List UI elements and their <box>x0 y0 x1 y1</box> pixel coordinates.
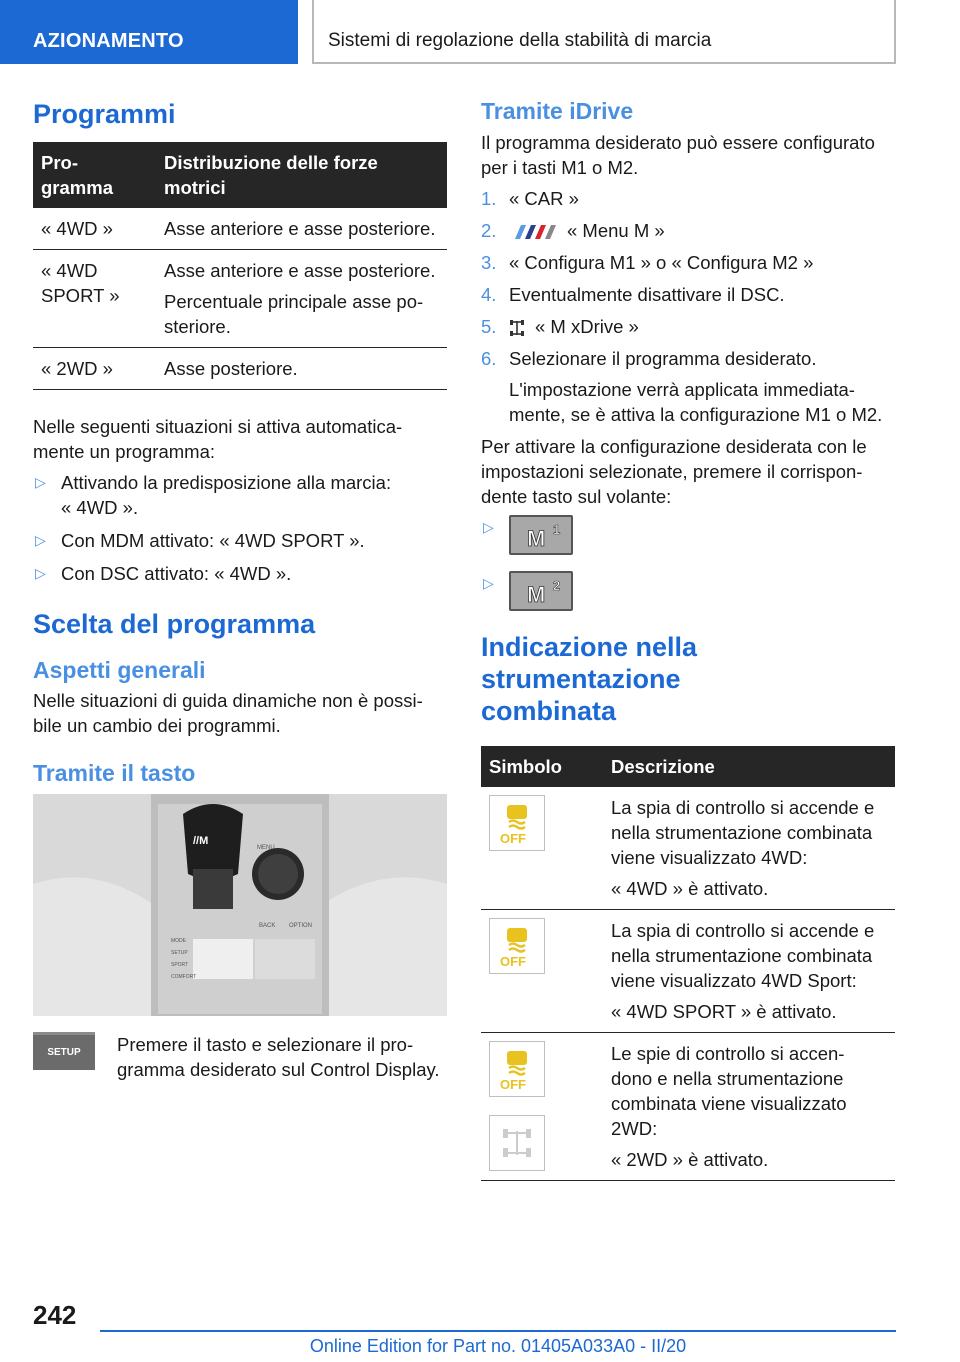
programmi-table <box>33 142 447 390</box>
m1-letter: M <box>527 525 546 551</box>
m2-letter: M <box>527 581 546 607</box>
list-item-text: Con DSC attivato: « 4WD ». <box>61 563 292 585</box>
idrive-intro: Il programma desiderato può essere configurato per i tasti M1 o M2. <box>481 131 875 178</box>
m2-button-icon <box>509 571 573 611</box>
desc-cell <box>156 348 447 390</box>
list-item <box>481 346 895 427</box>
setup-text: Premere il tasto e selezionare il pro- gramma desiderato sul Control Display. <box>117 1033 440 1080</box>
step-text: « M xDrive » <box>535 315 639 337</box>
off-label: OFF <box>500 1076 526 1091</box>
col-descrizione: Descrizione <box>603 746 895 787</box>
list-item <box>33 561 447 586</box>
m-stripes-icon <box>509 225 557 239</box>
col-distribuzione: Distribuzione delle forze motrici <box>156 142 447 208</box>
list-item <box>481 186 895 211</box>
svg-text://M: //M <box>193 834 209 847</box>
prog-cell: « 4WD SPORT » <box>33 250 156 348</box>
desc-cell <box>603 1032 895 1180</box>
page-number: 242 <box>33 1300 77 1330</box>
aspetti-text: Nelle situazioni di guida dinamiche non è possi- bile un cambio dei programmi. <box>33 690 423 737</box>
step-number: 2. <box>481 219 497 241</box>
step-number: 4. <box>481 283 497 305</box>
chapter-title-text: Sistemi di regolazione della stabilità di marcia <box>328 30 712 51</box>
triangle-bullet-icon: ▷ <box>483 574 494 591</box>
section-label: AZIONAMENTO <box>33 30 184 52</box>
desc-text: Asse anteriore e asse posteriore. <box>164 260 436 282</box>
m1-glyph <box>513 519 569 551</box>
setup-button-icon <box>33 1032 95 1070</box>
desc-text: Percentuale principale asse po- steriore. <box>164 291 424 338</box>
desc-text: La spia di controllo si accende e nella strumentazione combinata viene visualizzato 4WD Sport: <box>611 919 875 991</box>
col-simbolo: Simbolo <box>481 746 603 787</box>
console-illustration <box>33 794 447 1016</box>
photo-label-menu: MENU <box>257 844 275 851</box>
desc-text: La spia di controllo si accende e nella strumentazione combinata viene visualizzato 4WD: <box>611 796 875 868</box>
chapter-title <box>312 0 896 64</box>
list-item <box>481 515 895 557</box>
triangle-bullet-icon: ▷ <box>35 532 46 549</box>
auto-list <box>33 470 447 586</box>
photo-label-back: BACK <box>259 922 276 929</box>
list-item <box>481 314 895 339</box>
off-label: OFF <box>500 830 526 845</box>
photo-label-sport: SPORT <box>171 961 189 968</box>
m-buttons-list <box>481 515 895 613</box>
list-item <box>481 218 895 243</box>
step-number: 1. <box>481 187 497 209</box>
table-row <box>33 348 447 390</box>
desc-cell <box>603 787 895 910</box>
footer-edition: Online Edition for Part no. 01405A033A0 - II/20 <box>309 1336 687 1356</box>
table-row <box>481 787 895 910</box>
left-column <box>33 98 447 1088</box>
step-text: Selezionare il programma desiderato. <box>509 347 817 369</box>
xdrive-icon <box>509 319 525 337</box>
triangle-bullet-icon: ▷ <box>35 474 46 491</box>
table-row <box>33 250 447 348</box>
right-column <box>481 98 895 1181</box>
prog-cell: « 2WD » <box>33 348 156 390</box>
traction-off-glyph <box>495 1047 539 1091</box>
symbol-cell <box>481 909 603 1032</box>
off-label: OFF <box>500 953 526 968</box>
photo-label-mode: MODE <box>171 937 186 944</box>
step6-note: L'impostazione verrà applicata immediata- mente, se è attiva la configurazione M1 o M2. <box>509 378 883 425</box>
prog-cell: « 4WD » <box>33 208 156 250</box>
2wd-warning-icon <box>489 1041 545 1097</box>
list-item <box>33 528 447 553</box>
setup-button-label: SETUP <box>47 1046 81 1058</box>
list-item <box>481 250 895 275</box>
photo-label-option: OPTION <box>289 922 313 929</box>
step-text: « Menu M » <box>567 219 665 241</box>
2wd-drivetrain-icon <box>489 1115 545 1171</box>
desc-cell <box>156 250 447 348</box>
scelta-heading: Scelta del programma <box>33 609 316 640</box>
indicazione-table <box>481 746 895 1181</box>
photo-label-comfort: COMFORT <box>171 973 197 980</box>
desc-note: « 4WD » è attivato. <box>611 877 769 899</box>
list-item <box>481 571 895 613</box>
list-item <box>33 470 447 520</box>
table-row <box>33 208 447 250</box>
indicazione-heading: Indicazione nella strumentazione combinata <box>481 631 698 727</box>
m1-number: 1 <box>553 521 561 537</box>
traction-off-glyph <box>495 801 539 845</box>
triangle-bullet-icon: ▷ <box>483 518 494 535</box>
traction-off-glyph <box>495 924 539 968</box>
step-text: Eventualmente disattivare il DSC. <box>509 283 785 305</box>
list-item-text: Attivando la predisposizione alla marcia: « 4WD ». <box>61 472 392 519</box>
desc-cell <box>156 208 447 250</box>
desc-text: Le spie di controllo si accen- dono e nella strumentazione combinata viene visualizzato 2WD: <box>611 1042 847 1139</box>
aspetti-heading: Aspetti generali <box>33 656 206 683</box>
list-item <box>481 282 895 307</box>
desc-note: « 4WD SPORT » è attivato. <box>611 1000 837 1022</box>
col-programma: Pro- gramma <box>33 142 156 208</box>
table-row <box>481 909 895 1032</box>
m2-number: 2 <box>553 577 561 593</box>
programmi-heading: Programmi <box>33 99 176 129</box>
idrive-after: Per attivare la configurazione desiderata con le impostazioni selezionate, premere il corrispon- dente tasto sul volante: <box>481 435 867 507</box>
symbol-cell <box>481 787 603 910</box>
4wd-off-warning-icon <box>489 795 545 851</box>
tasto-heading: Tramite il tasto <box>33 760 196 787</box>
m1-button-icon <box>509 515 573 555</box>
desc-cell <box>603 909 895 1032</box>
drivetrain-glyph <box>497 1123 537 1163</box>
setup-row <box>33 1032 447 1088</box>
step-number: 6. <box>481 347 497 369</box>
step-text: « CAR » <box>509 187 579 209</box>
step-number: 3. <box>481 251 497 273</box>
step-number: 5. <box>481 315 497 337</box>
auto-intro: Nelle seguenti situazioni si attiva automatica- mente un programma: <box>33 416 403 463</box>
symbol-cell <box>481 1032 603 1180</box>
list-item-text: Con MDM attivato: « 4WD SPORT ». <box>61 530 365 552</box>
step-text: « Configura M1 » o « Configura M2 » <box>509 251 814 273</box>
idrive-steps <box>481 186 895 427</box>
4wd-sport-warning-icon <box>489 918 545 974</box>
table-row <box>481 1032 895 1180</box>
desc-text: Asse posteriore. <box>164 358 298 380</box>
desc-text: Asse anteriore e asse posteriore. <box>164 218 436 240</box>
m2-glyph <box>513 575 569 607</box>
footer-rule <box>100 1330 896 1332</box>
idrive-heading: Tramite iDrive <box>481 98 634 124</box>
triangle-bullet-icon: ▷ <box>35 565 46 582</box>
photo-label-setup: SETUP <box>171 949 188 956</box>
console-photo <box>33 794 447 1016</box>
desc-note: « 2WD » è attivato. <box>611 1148 769 1170</box>
section-tab <box>0 0 298 64</box>
